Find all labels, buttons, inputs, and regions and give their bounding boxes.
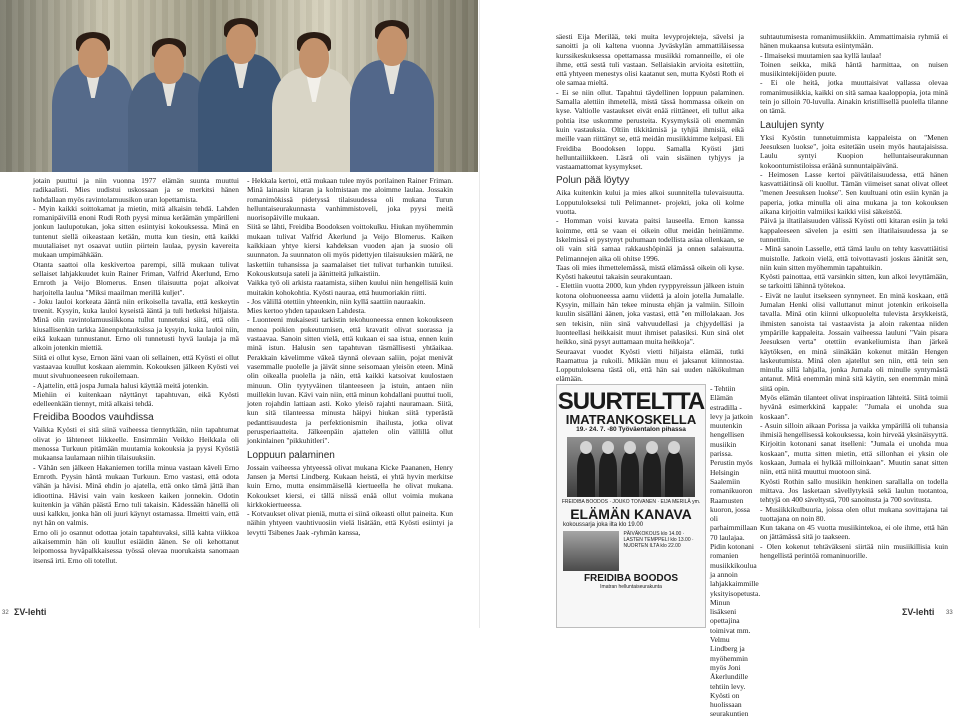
paragraph: - Musiikkikulbuuria, joissa olen ollut mukana sovittajana tai tuottajana on noin 80. [760,504,948,523]
paragraph: Siitä ei ollut kyse, Ernon ääni vaan oli sellainen, että Kyösti ei ollut vastaavaa kuullut koskaan aiemmin. Kokouksen jälkeen Kyösti vei muut sivuhuoneeseen rukoilemaan. [33,352,239,381]
poster-schedule: kokoussarja joka ilta klo 19.00 [563,522,644,528]
paragraph: Myös elämän tilanteet olivat inspiraation lähteitä. Siitä toimii hyvänä esimerkkinä kappale: "Jumala ei unohda sua koskaan". [760,392,948,421]
paragraph: - Minä sanoin Lasselle, että tämä laulu on tehty kasvattiäitisi muistolle. Jatkoin vielä, että toivottavasti joskus äänität sen, niin kuin sitten myöhemmin tapahtuikin. [760,244,948,272]
person-4 [272,26,356,172]
poster-info: PÄIVÄKOKOUS klo 14.00 · LASTEN TEMPPELI klo 13.00 · NUORTEN ILTA klo 22.00 [623,531,694,549]
paragraph: Kyösti painottaa, että varsinkin sitten, kun alkoi levyttämään, se tarkoitti lähinnä työtekoa. [760,272,948,291]
paragraph: - Hekkala kertoi, että mukaan tulee myös porilainen Rainer Friman. Minä lainasin kitaran ja kolmistaan me aloimme laulaa. Jossakin romanimökissä pidetyssä tilaisuudessa oli mukana Turun helluntaiseurakunnasta vanhimmistoveli, joka pyysi meitä nuorisopäiville mukaan. [247,176,453,223]
paragraph: Vaikka työ oli arkista raatamista, siihen kuului niin hengellisiä kuin muitakin kohokohtia. Kyösti nauraa, että huumoriakin riitti. [247,278,453,297]
section-heading: Polun pää löytyy [556,175,630,187]
paragraph: - Ajattelin, että jospa Jumala halusi käyttää meitä jotenkin. [33,380,209,390]
paragraph: - Vähän sen jälkeen Hakaniemen torilla minua vastaan käveli Erno Ernroth. Pyysin häntä mukaan Turkuun. Erno vastasi, että odota vähän ja hävisi. Minä ehdin jo ajatella, että onko tämä jättä ihan idioottina. Hävisi vain vain keskeen kaiken jonnekin. Odotin kuitenkin ja vähän päästä Erno tuli takaisin. Kädessään hänellä oli uusi kalkku, jonka hän oli juuri käynyt ostamassa. Ilmeitti vain, että nyt hän on valmis. [33,462,239,528]
paragraph: Otanta saattoi olla keskivertoa parempi, sillä mukaan tulivat sellaiset lahjakkuudet kuin Rainer Friman, Valfrid Åkerlund, Erno Ernroth ja Veijo Blomerus. Ensen tilaisuutta pojat alkoivat harjoitella laulua "Miksi maailman merillä kuljet". [33,259,239,297]
poster-subtitle: IMATRANKOSKELLA [565,412,697,427]
paragraph: - Elettiin vuotta 2000, kun yhden ryyppyreissun jälkeen istuin kotona olohuoneessa aamu viidettä ja aloin jotella Jumalalle. Kysyin, millain hän tekee minusta ehjän ja valmiin. Silloin kuulin sisälläni äänen, joka vastasi, että "en millolakaan. Jos sen tekisin, niin sinä vahvuudellasi ja chjyydelläsi ja luonteellasi heikkaisit muut ihmiset palasiksi. Kun sinä olet heikko, sinä pysyt auttamaan muita heikkoja". [556,281,744,347]
article-column-1 [33,176,239,565]
poster-band-photo [567,437,695,497]
page-divider [479,0,480,628]
article-column-3-side [710,384,761,719]
paragraph: - Heimosen Lasse kertoi päivätilaisuudessa, että hänen kasvattiäitinsä oli kuollut. Tämän viimeiset sanat olivat olleet "menen Jeesuksen luokse". Sen kuultuani otin esiin kynän ja paperia, jotka minulla oli aina mukana ja ton kokouksen aikana kirjoitin valmiiksi kaikki viisi säkeistöä. [760,169,948,217]
paragraph: jotain puuttui ja niin vuonna 1977 elämän suunta muuttui radikaalisti. Mies uudistui uskossaan ja se merkitsi hänen kohdallaan myös ravintolamuusikon uran lopettamista. [33,176,239,204]
paragraph: Yksi Kyöstin tunnetuimmista kappaleista on "Menen Jeesuksen luokse", joita esitetään usein myös hautajaisissa. Laulu syntyi Kuopion helluntaiseurakunnan kokoontumistiloissa eräänä sunnuntaipäivänä. [760,132,948,170]
paragraph: säesti Eija Merilää, teki muita levyprojekteja, sävelsi ja sanoitti ja oli kaltena vuonna Jyväskylän ammattiläisessa kurssikeskuksessa opettamassa musiikki romanneille, ei ole ihme, että sestä tuli vastaan. Sellaisiakin arvioita esitettiin, että yhtyeen menestys olisi kaatanut sen, mutta Kyösti Roth ei ole samaa mieltä. [556,32,744,88]
page-number-left: 32 [2,610,9,616]
paragraph: - Ei se niin ollut. Tapahtui täydellinen loppuun palaminen. Samalla alettiin ihmetellä, mistä tässä hommassa oikein on kyse. Valtiolle vastaukset eivät enää riittäneet, eli tullut aika pohtia itse uskomme perusteita. Kysymyksiä oli enemmän kuin vastauksia. Oltiin tikkitämisä ja tyhjiä ihmisiä, eikä meille vaan riittänyt se, että meidän musiikkimme kelpasi. Eli Freidiba Boodoksen loppu. Samalla Kyösti jätti helluntailiikkeen. Läsrä oli vain sisäinen tyhjyys ja vastaamattomat kysymykset. [556,87,744,172]
group-photo [0,0,478,172]
section-heading: Laulujen synty [760,119,824,131]
paragraph: - Kotvaukset olivat pieniä, mutta ei siinä oikeasti ollut paineita. Kun näihin yhtyeen vauhtivuosiin vielä lisätään, että Kyösti esiintyi ja levytti Tsibenes Jaak -ryhmän kanssa, [247,509,453,537]
poster-event-name: ELÄMÄN KANAVA [570,506,692,522]
magazine-logo-right: ΣV-lehti [902,607,935,617]
paragraph: Jossain vaiheessa yhtyeessä olivat mukana Kicke Paananen, Henry Jansen ja Mertsi Lindberg. Kukaan heistä, ei yhtä hyvin merkitse kuin Erno, mutta ensimmäisellä kiertueella he olivat mukana. Kokoukset kiersi, ei tällä niissä enää ollut voimia mukana kirkkokiertueessa. [247,462,453,509]
paragraph: Mies kertoo yhden tapauksen Lahdesta. [247,306,366,316]
poster-band-name: FREIDIBA BOODOS [583,573,679,584]
article-column-4 [760,32,948,560]
magazine-logo-left: ΣV-lehti [14,607,47,617]
poster-footer: Imatran helluntaiseurakunta [600,584,662,590]
paragraph: Siitä se lähti, Freidiba Boodoksen voittokulku. Hiukan myöhemmin mukaan tulivat Valfrid Åkerlund ja Veijo Blomerus. Kaiken kaikkiaan yhtye kiersi kahdeksan vuoden ajan ja suosio oli suunnaton. Ja suunnaton oli myös pidettyjen tilaisuuksien määrä, ne laskettiin tuhansissa ja saamalaiset tiet tulivat turhankin tutuiksi. Kokouskutsuja sateli ja äänitteitä julkaistiin. [247,222,453,278]
paragraph: Aika kuitenkin kului ja mies alkoi suunnitella tulevaisuutta. Lopputulokseksi tuli Pelimannet- projekti, joka oli kolme vuotta. [556,188,744,217]
page-number-right: 33 [946,610,953,616]
paragraph: suhtautumisesta romanimusiikkiin. Ammattimaisia ryhmiä ei hänen mukaansa kutsuta esiintymään. [760,32,948,51]
paragraph: - Myin kaikki soittokamat ja mietin, mitä alkaisin tehdä. Lahden romanipäivillä enoni Rudi Roth pyysi minua keräämän ympärilleni jonkun laulupotukan, joka sitten esiintyisi kokouksessa. Minä en tuntenut siellä oikeastaan ketään, mutta kun tiesin, että kaikki muutaliaiset nyt osaavat uutiin piirtein laulaa, pyysin kavereita mukaan umpimähkään. [33,203,239,260]
paragraph: - Joku lauloi korkeata ääntä niin erikoisella tavalla, että keskeytin treenit. Kysyin, kuka lauloi kyseistä ääntä ja tuli hetkeksi hiljaista. Minä olin ravintolamuusiikkona tullut tunnetuksi siitä, että olin kiusallisenkin tarkka äänenpuhtauksissa ja kysyin, kuka lauloi niin, eikä kukaan tunnustanut. Erno oli tunnetusti hyvä laulaja ja mä alkoin jotenkin miettiä. [33,296,239,353]
poster-title: SUURTELTTA [557,388,705,415]
paragraph: - Ei ole heitä, jotka muuttaisivat vallassa olevaa romanimusiikkia, kaikki on sitä samaa kaaloppopia, jota minä tein jo silloin 70-luvulla. Ainakin kristillisellä puolella tilanne on tämä. [760,78,948,116]
paragraph: - Asuin silloin aikaan Porissa ja vaikka ympärillä oli tuhansia ihmisiä hengellisessä kokouksessa, koin hirveää yksinäisyyttä. Kirjoitin kotonani sanat itselleni: "Jumala ei unohda mua koskaan", mutta sitten mietin, että sillonhan ei yksin ole koskaan, Jumala ei hylkää milloinkaan". Muutin sanat sitten niin, että niitä muuttui muotoon sinä. [760,420,948,477]
paragraph: - Ilmaiseksi muutamien saa kyllä laulaa! [760,50,882,60]
paragraph: Kun takana on 45 vuotta musiikintekoa, ei ole ihme, että hän on jättämässä sitä jo taakseen. [760,523,948,542]
paragraph: - Jos välillä otettiin yhteenkin, niin kyllä saattiin nauraakin. [247,296,426,306]
paragraph: - Eivät ne laulut itsekseen synnyneet. En minä koskaan, että Jumalan Henki olisi valluttanut minut jotenkin erikoisella tavalla. Minä otin kiinni ulkopuolelta tulevista ärsykkeistä, ihmisten sanoista tai vastaavista ja aloin rakentaa niiden ympärille kappaleita. Jossain vaiheessa lauluni "Vain pisara Jeesuksen verta" otettiin evankeliumista ihan järkeä käytöksen, en minä siinäkään kokenut mitään Hengen laskeutumista. Minä olen ajatellut sen niin, että tein sen minulla sillä lahjalla, jonka Jumala oli minulle syntymästä antanut. Mitä enemmän minä sitä käytin, sen enemmän minä siitä opin. [760,290,948,393]
poster-performers: FREIDIBA BOODOS · JOUKO TOIVANEN · EIJA MERILÄ ym. [561,499,701,505]
paragraph: Erno oli jo osannut odottaa jotain tapahtuvaksi, sillä kahta viikkoa aikaisemmin hän oli kuullut esiäidin äänen. Se oli kehottanut leipomossa hyväpalkkaisessa työssä olevaa nuorukaista sanomaan itsensä irti. Erno oli totellut. [33,527,239,565]
paragraph: Taas oli mies ihmettelemässä, mistä elämässä oikein oli kyse. Kyösti hakeutui takaisin seurakuntaan. [556,262,744,282]
article-column-3 [556,32,744,384]
person-5 [350,16,434,172]
paragraph: Kyösti Rothin sallo musiikin henkinen sarallalla on todella mittava. Jos lasketaan sävellytyksiä sekä laulun tuotantoa, tehtyjä on 400 säveltystä, 700 sanoitusta ja 700 sovitusta. [760,476,948,505]
paragraph: Vaikka Kyösti ei sitä siinä vaiheessa tiennytkään, niin tapahtumat olivat jo lähteneet liikkeelle. Ensimmäin Veikko Heikkala oli menossa Turkuun pitämään muutamia kokouksia ja pyysi Kyöstiä mukaansa laulamaan niihin tilaisuuksiin. [33,425,239,463]
person-1 [52,22,134,172]
paragraph: Miehiin ei kuitenkaan näyttänyt tapahtuvan, eikä Kyösti edelleenkään tiennyt, mitä alkaisi tehdä. [33,389,239,409]
paragraph: - Luonteeni mukaisesti tarkistin tekohuoneessa ennen kokoukseen menoa poikien pukeutumisen, että kravatit olivat suorassa ja vastaavaa. Sanoin sitten vielä, että kukaan ei saa istua, ennen kuin minä istun. Halusin sen tapahtuvan täsmällisesti yhtäaikaa. Perakkain kävelimme väkeä täynnä olevaan saliin, pojat menivät vasemmalle puolelle ja jäivät sinne seisomaan yleisön eteen. Minä olin oikealla puolella ja näin, että kaikki katsoivat kuulostaen minuun. Olin tyytyväinen tilanteeseen ja istuin, antaen niin muillekin luvan. Kävi vain niin, että minun kohdallani puuttui tuoli, joten rojahdin lattiaan asti. Koko yleisö rajahti nauramaan. Siitä, kun sitä tilanteessa minusta häipyi hiukan siitä typerästä pedanttisuudesta ja perfektionismin ihailusta, jotka olivat perusperiaatteita. Jälkeenpäin ajattelen olin vällillä ollut jonkinlainen "pikkuhitleri". [247,315,453,446]
section-heading: Loppuun palaminen [247,449,335,461]
paragraph: - Tehtiin Elämän estradilla -levy ja jatkoin muutenkin hengellisen musiikin parissa. Perustin myös Helsingin Saalemiin romanikuoron Raamusten kuoron, jossa oli parhaimmillaan 70 laulajaa. Pidin kotonani romanien musiikkikoulua ja annoin lahjakkaimmille yksityisopetusta. Minun lisäkseni opettajina toimivat mm. Velmu Lindberg ja myöhemmin myös Joni Åkerlundille tehtiin levy. Kyösti on huolissaan seurakuntien [710,384,761,719]
article-column-2 [247,176,453,537]
poster-dates: 19.- 24. 7. -80 Työväentalon pihassa [576,426,686,433]
paragraph: Toinen seikka, mikä häntä harmittaa, on nuisen musiikintekijöiden puute. [760,59,948,79]
paragraph: Seuraavat vuodet Kyösti vietti hiljaista elämää, tutki Raamattua ja rukoili. Mikään muu ei jaksanut kiinnostaa. Lopputuloksena tästä oli, että hän sai uuden näkökulman elämään. [556,346,744,384]
event-poster [556,384,706,628]
poster-photo-small [563,531,619,571]
paragraph: - Homman voisi kuvata paitsi lauseella. Ernon kanssa koimme, että se vaan ei oikein ollut meidän heiniämme. Iskelmissä ei pystynyt puhumaan todellista asiaa ollenkaan, se oli vain sitä samaa rakkaushöpinää ja onnen salaisuutta. Pelimannejen aika oli ohitse 1996. [556,216,744,263]
section-heading: Freidiba Boodos vauhdissa [33,412,154,424]
paragraph: - Olen kokenut tehtäväkseni siirtää niin musiikillisia kuin hengellistä perintöä romaninuorille. [760,541,948,561]
paragraph: Päivä ja iltatilaisuuden välissä Kyösti otti kitaran esiin ja teki kappaleeseen sävelen ja esitti sen iltatilaisuudessa ja se tunnettiin. [760,216,948,244]
